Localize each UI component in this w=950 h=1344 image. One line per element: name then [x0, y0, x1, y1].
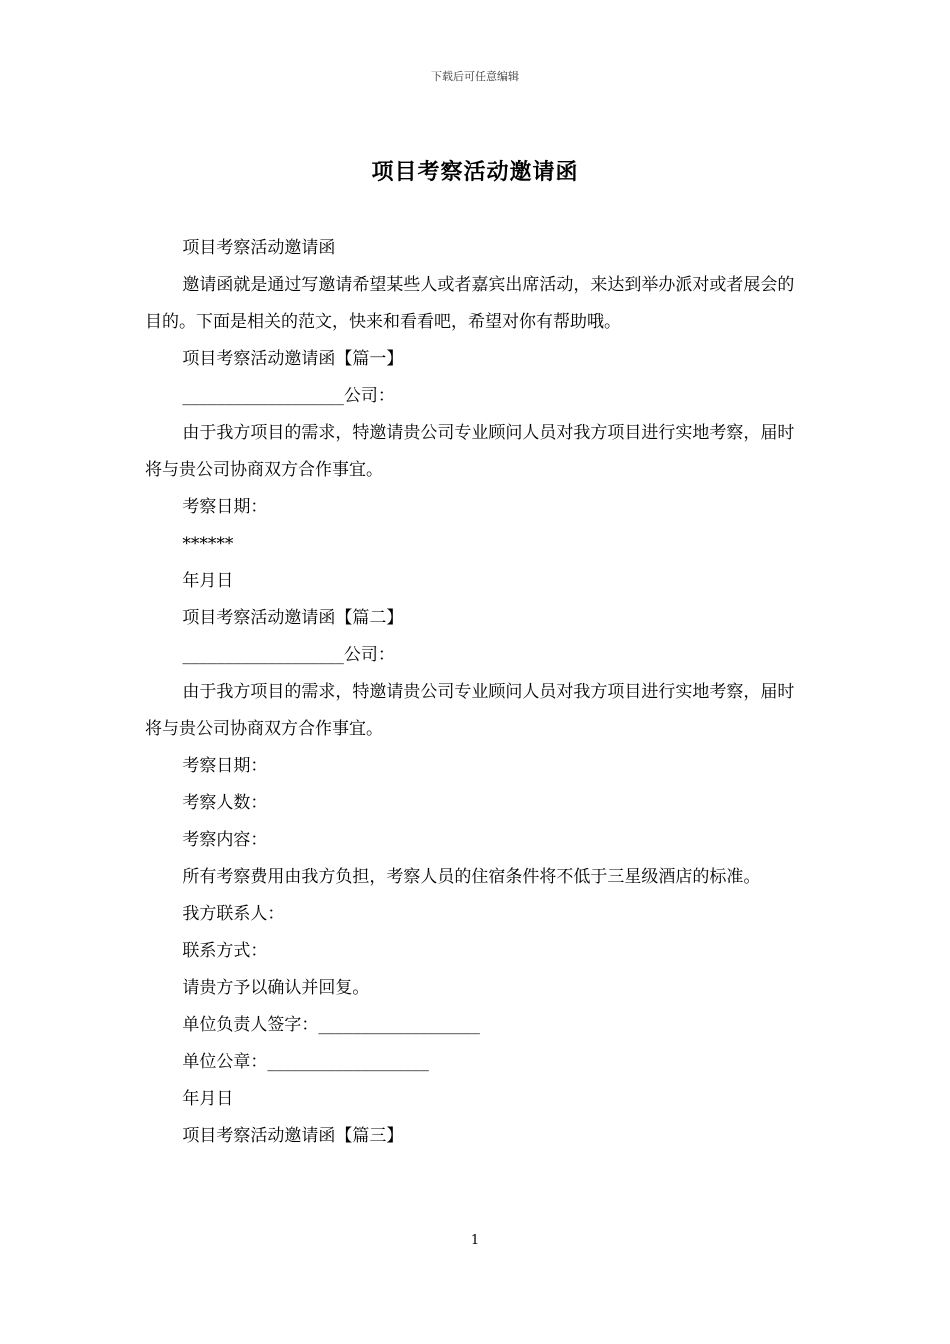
document-body	[145, 230, 810, 1155]
paragraph-body: 由于我方项目的需求，特邀请贵公司专业顾问人员对我方项目进行实地考察，届时将与贵公司协商双方合作事宜。	[145, 682, 795, 739]
paragraph-body: 由于我方项目的需求，特邀请贵公司专业顾问人员对我方项目进行实地考察，届时将与贵公司协商双方合作事宜。	[145, 423, 795, 480]
content-label: 考察内容：	[182, 830, 268, 850]
date-label: 考察日期：	[182, 756, 268, 776]
date-label: 考察日期：	[182, 497, 268, 517]
section-heading-3: 项目考察活动邀请函【篇三】	[182, 1126, 404, 1146]
section-heading-1: 项目考察活动邀请函【篇一】	[182, 349, 404, 369]
section-heading-2: 项目考察活动邀请函【篇二】	[182, 608, 404, 628]
page-number: 1	[470, 1233, 480, 1248]
signature-line: 单位负责人签字：___________________	[182, 1015, 480, 1035]
contact-person-label: 我方联系人：	[182, 904, 285, 924]
confirm-request: 请贵方予以确认并回复。	[182, 978, 370, 998]
document-title: 项目考察活动邀请函	[371, 159, 579, 185]
contact-method-label: 联系方式：	[182, 941, 268, 961]
placeholder-stars: ******	[182, 534, 234, 554]
company-line: ___________________公司：	[182, 645, 395, 665]
date-line: 年月日	[182, 1089, 234, 1109]
paragraph-intro: 邀请函就是通过写邀请希望某些人或者嘉宾出席活动，来达到举办派对或者展会的目的。下面是相关的范文，快来和看看吧，希望对你有帮助哦。	[145, 275, 795, 332]
date-line: 年月日	[182, 571, 234, 591]
headcount-label: 考察人数：	[182, 793, 268, 813]
paragraph-intro-title: 项目考察活动邀请函	[182, 238, 336, 258]
page-header-note: 下载后可任意编辑	[431, 70, 519, 83]
paragraph-expenses: 所有考察费用由我方负担，考察人员的住宿条件将不低于三星级酒店的标准。	[182, 867, 761, 887]
seal-line: 单位公章：___________________	[182, 1052, 429, 1072]
company-line: ___________________公司：	[182, 386, 395, 406]
